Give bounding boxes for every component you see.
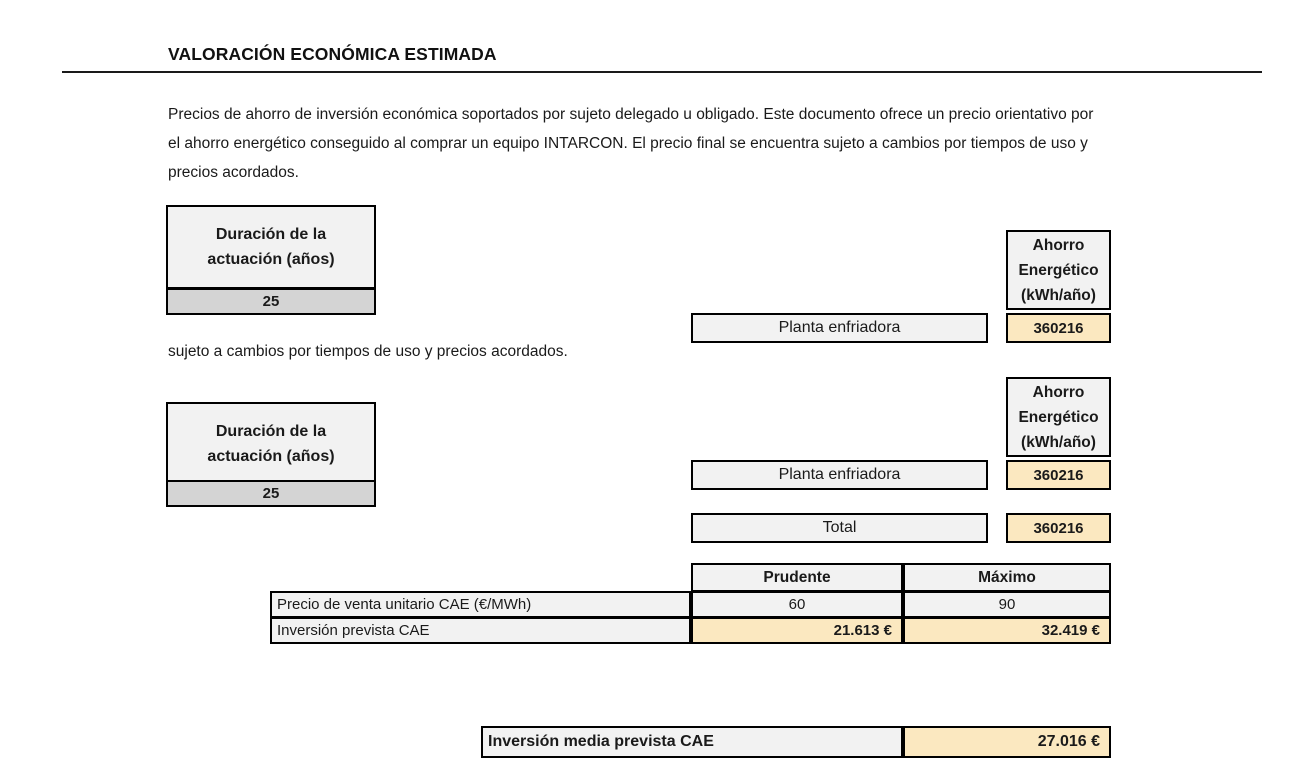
savings-1-row-label: Planta enfriadora [691,313,988,343]
comparison-column-maximo: Máximo [903,563,1111,592]
savings-2-total-value: 360216 [1006,513,1111,543]
intro-paragraph: Precios de ahorro de inversión económica soportados por sujeto delegado u obligado. Este documento ofrece un precio orientativo por el ahorro energético conseguido al comprar un equipo INTARCON. El precio final se encuentra sujeto a cambios por tiempos de uso y precios acordados. [168,106,1094,181]
comparison-column-prudente: Prudente [691,563,903,592]
comparison-row-1-maximo: 32.419 € [903,617,1111,644]
duration-header-1-line1: Duración de la [215,226,327,243]
comparison-row-1-label: Inversión prevista CAE [270,617,691,644]
title-divider [62,71,1262,73]
comparison-row-1-prudente: 21.613 € [691,617,903,644]
savings-1-header [1006,230,1111,310]
duration-value-1: 25 [166,288,376,315]
duration-header-2-line2: actuación (años) [207,448,335,465]
page-title: VALORACIÓN ECONÓMICA ESTIMADA [168,44,497,64]
savings-2-header [1006,377,1111,457]
duration-header-1 [166,205,376,289]
savings-2-header-line3: (kWh/año) [1021,433,1096,451]
duration-header-1-line2: actuación (años) [207,251,335,268]
savings-1-header-line3: (kWh/año) [1021,286,1096,304]
savings-2-header-line1: Ahorro [1032,383,1085,401]
comparison-row-0-prudente: 60 [691,591,903,618]
savings-1-header-line1: Ahorro [1032,236,1085,254]
savings-2-total-label: Total [691,513,988,543]
comparison-row-0-label: Precio de venta unitario CAE (€/MWh) [270,591,691,618]
duration-value-2: 25 [166,480,376,507]
duration-header-2-line1: Duración de la [215,423,327,440]
savings-1-header-line2: Energético [1018,261,1099,279]
comparison-row-0-maximo: 90 [903,591,1111,618]
mid-text: sujeto a cambios por tiempos de uso y precios acordados. [168,343,568,360]
final-row-label: Inversión media prevista CAE [481,726,903,758]
savings-2-row-label: Planta enfriadora [691,460,988,490]
savings-1-row-value: 360216 [1006,313,1111,343]
duration-header-2 [166,402,376,486]
final-row-value: 27.016 € [903,726,1111,758]
savings-2-row-value: 360216 [1006,460,1111,490]
savings-2-header-line2: Energético [1018,408,1099,426]
